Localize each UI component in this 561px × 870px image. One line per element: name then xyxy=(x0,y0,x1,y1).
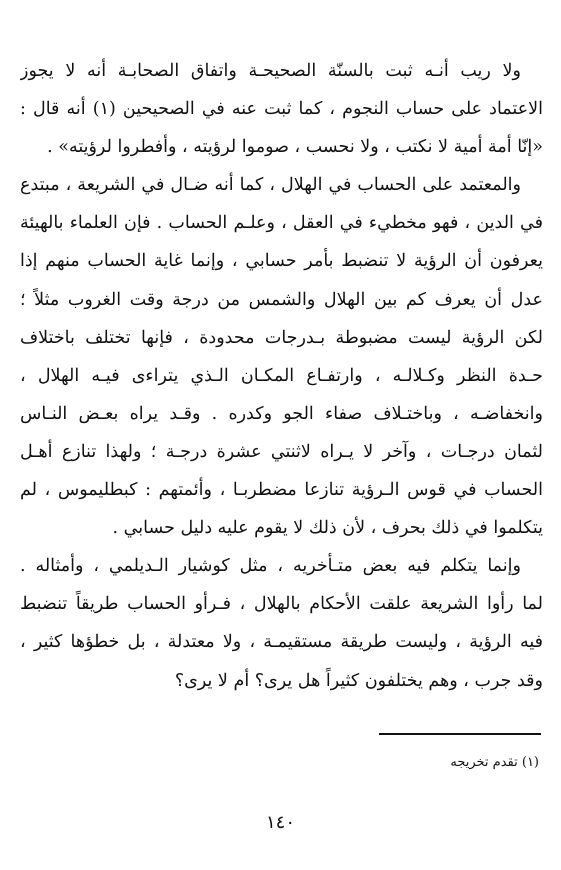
text-line: والمعتمد على الحساب في الهلال ، كما أنه ضـال في الشريعة ، مبتدع xyxy=(20,175,521,196)
text-line: «إنّا أمة أمية لا نكتب ، ولا نحسب ، صوموا لرؤيته ، وأفطروا لرؤيته» . xyxy=(47,137,543,158)
text-line: وإنما يتكلم فيه بعض متـأخريه ، مثل كوشيار الـديلمي ، وأمثاله . xyxy=(20,556,521,577)
text-line: حـدة النظر وكـلالـه ، وارتفـاع المكـان الـذي يتراءى فيـه الهلال ، xyxy=(20,365,543,386)
text-line: يعرفون أن الرؤية لا تنضبط بأمر حسابي ، وإنما غاية الحساب منهم إذا xyxy=(20,251,543,272)
text-line: فيه الرؤية ، وليست طريقة مستقيمـة ، ولا معتدلة ، بل خطؤها كثير ، xyxy=(20,632,543,653)
text-line: ولا ريب أنـه ثبت بالسنّة الصحيحـة واتفاق الصحابـة أنه لا يجوز xyxy=(20,61,521,81)
page-number: ١٤٠ xyxy=(265,812,295,833)
text-line: الاعتماد على حساب النجوم ، كما ثبت عنه في الصحيحين (١) أنه قال : xyxy=(20,99,543,120)
text-line: لما رأوا الشريعة علقت الأحكام بالهلال ، فـرأو الحساب طريقاً تنضبط xyxy=(20,594,543,615)
text-line: لكن الرؤية ليست مضبوطة بـدرجات محدودة ، فإنها تختلف باختلاف xyxy=(20,327,543,348)
text-line: في الدين ، فهو مخطيء في العقل ، وعلـم الحساب . فإن العلماء بالهيئة xyxy=(20,213,543,234)
text-line: وانخفاضـه ، وباختـلاف صفاء الجو وكدره . وقـد يراه بعـض النـاس xyxy=(20,403,543,424)
text-line: لثمان درجـات ، وآخر لا يـراه لاثنتي عشرة درجـة ؛ ولهذا تنازع أهـل xyxy=(20,441,543,462)
text-line: الحساب في قوس الـرؤية تنازعا مضطربـا ، وأئمتهم : كبطليموس ، لم xyxy=(20,480,543,501)
body-text xyxy=(20,52,543,700)
text-line: وقد جرب ، وهم يختلفون كثيراً هل يرى؟ أم لا يرى؟ xyxy=(174,670,543,691)
footnote-divider xyxy=(379,733,541,735)
footnote: (١) تقدم تخريجه xyxy=(450,755,539,770)
text-line: يتكلموا في ذلك بحرف ، لأن ذلك لا يقوم عليه دليل حسابي . xyxy=(112,518,543,539)
text-line: عدل أن يعرف كم بين الهلال والشمس من درجة وقت الغروب مثلاً ؛ xyxy=(20,289,543,310)
